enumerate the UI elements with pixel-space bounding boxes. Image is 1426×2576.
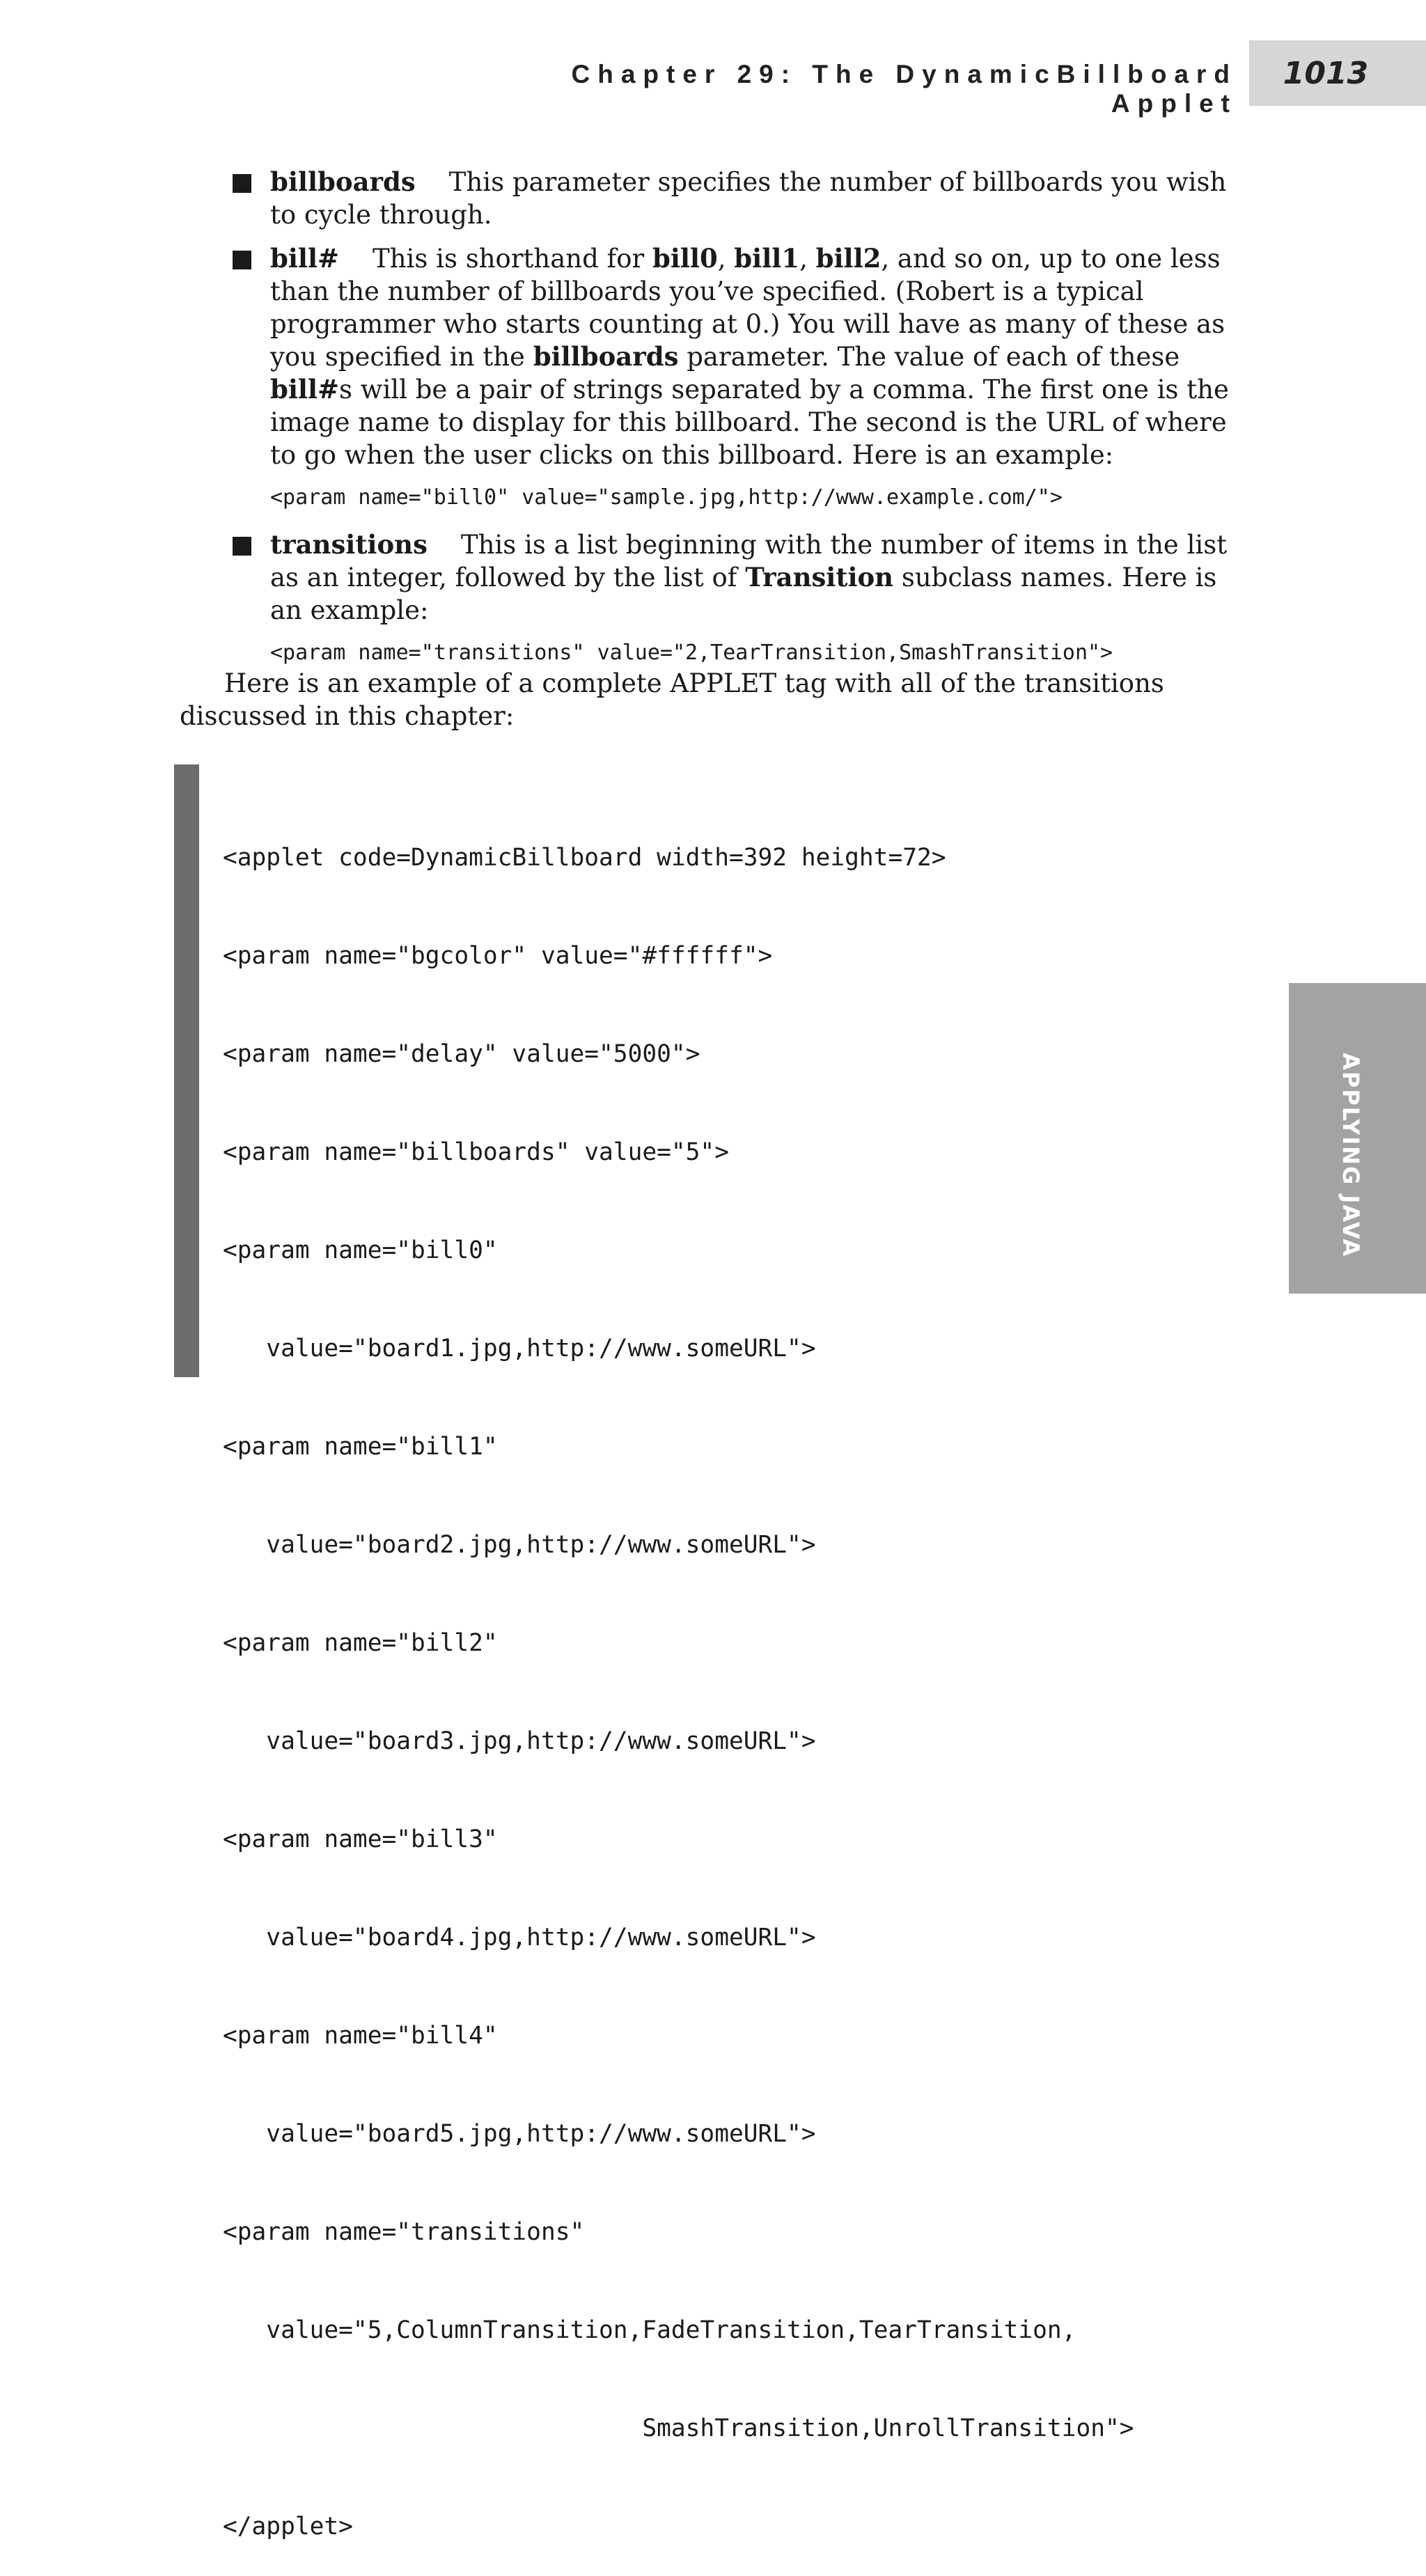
code-line: value="board5.jpg,http://www.someURL">	[223, 2120, 816, 2148]
list-item-text: , and so on, up to one less than the number of billboards you’ve specified. (Robert is a typical programmer who starts counting at 0.) You will have as many of these as you specified in the	[270, 244, 1225, 372]
code-line: <param name="bill0"	[223, 1236, 498, 1264]
example-code: <param name="bill0" value="sample.jpg,http://www.example.com/">	[270, 485, 1063, 510]
code-block-bar	[174, 764, 199, 1377]
list-item-bill	[230, 242, 1246, 512]
term-billboards: billboards	[270, 166, 416, 197]
list-item-text: s will be a pair of strings separated by a comma. The first one is the image name to display for this billboard. The second is the URL of where to go when the user clicks on this billboard. Here is an example:	[270, 375, 1229, 470]
list-item-text: ,	[799, 244, 816, 274]
term-transitions: transitions	[270, 529, 428, 560]
example-code: <param name="transitions" value="2,TearTransition,SmashTransition">	[270, 641, 1113, 665]
page-number: 1013	[1283, 56, 1369, 91]
keyword: bill#	[270, 374, 340, 405]
keyword: billboards	[533, 341, 679, 372]
list-item-transitions	[230, 528, 1246, 667]
keyword: bill0	[652, 243, 718, 274]
code-line: <param name="bill4"	[223, 2022, 498, 2050]
code-line: value="board3.jpg,http://www.someURL">	[223, 1727, 816, 1755]
code-line: <param name="bgcolor" value="#ffffff">	[223, 942, 773, 970]
list-item-text: subclass names. Here is an example:	[270, 563, 1217, 625]
list-item-text: This is a list beginning with the number of items in the list as an integer, followed by the list of	[270, 530, 1228, 592]
code-line: <param name="transitions"	[223, 2218, 585, 2246]
keyword: bill2	[815, 243, 882, 274]
code-line: <param name="bill1"	[223, 1433, 498, 1461]
list-item-text: ,	[717, 244, 735, 274]
bullet-square-icon	[233, 251, 251, 269]
list-item-billboards	[230, 166, 1246, 231]
list-item-text: parameter. The value of each of these	[678, 342, 1180, 372]
code-line: </applet>	[223, 2513, 353, 2540]
code-listing	[223, 776, 1212, 2576]
code-line: <param name="bill3"	[223, 1825, 498, 1853]
code-line: value="board4.jpg,http://www.someURL">	[223, 1924, 816, 1951]
term-bill: bill#	[270, 243, 340, 274]
keyword: Transition	[745, 562, 894, 592]
code-line: <applet code=DynamicBillboard width=392 height=72>	[223, 844, 946, 872]
code-line: <param name="bill2"	[223, 1629, 498, 1657]
code-line: <param name="billboards" value="5">	[223, 1138, 729, 1166]
bullet-square-icon	[233, 537, 251, 556]
running-header: Chapter 29: The DynamicBillboard Applet	[571, 60, 1237, 118]
keyword: bill1	[734, 243, 800, 274]
parameter-list	[230, 166, 1246, 684]
bullet-square-icon	[233, 174, 251, 193]
code-line: <param name="delay" value="5000">	[223, 1040, 700, 1068]
code-line: value="board1.jpg,http://www.someURL">	[223, 1335, 816, 1362]
list-item-text: This is shorthand for	[373, 244, 652, 274]
list-item-text: This parameter specifies the number of billboards you wish to cycle through.	[270, 167, 1227, 230]
code-line: value="board2.jpg,http://www.someURL">	[223, 1531, 816, 1559]
code-line: SmashTransition,UnrollTransition">	[223, 2414, 1134, 2442]
body-paragraph: Here is an example of a complete APPLET tag with all of the transitions discussed in this chapter:	[180, 668, 1164, 731]
section-tab-label: APPLYING JAVA	[1338, 1053, 1364, 1258]
code-line: value="5,ColumnTransition,FadeTransition,TearTransition,	[223, 2316, 1076, 2344]
